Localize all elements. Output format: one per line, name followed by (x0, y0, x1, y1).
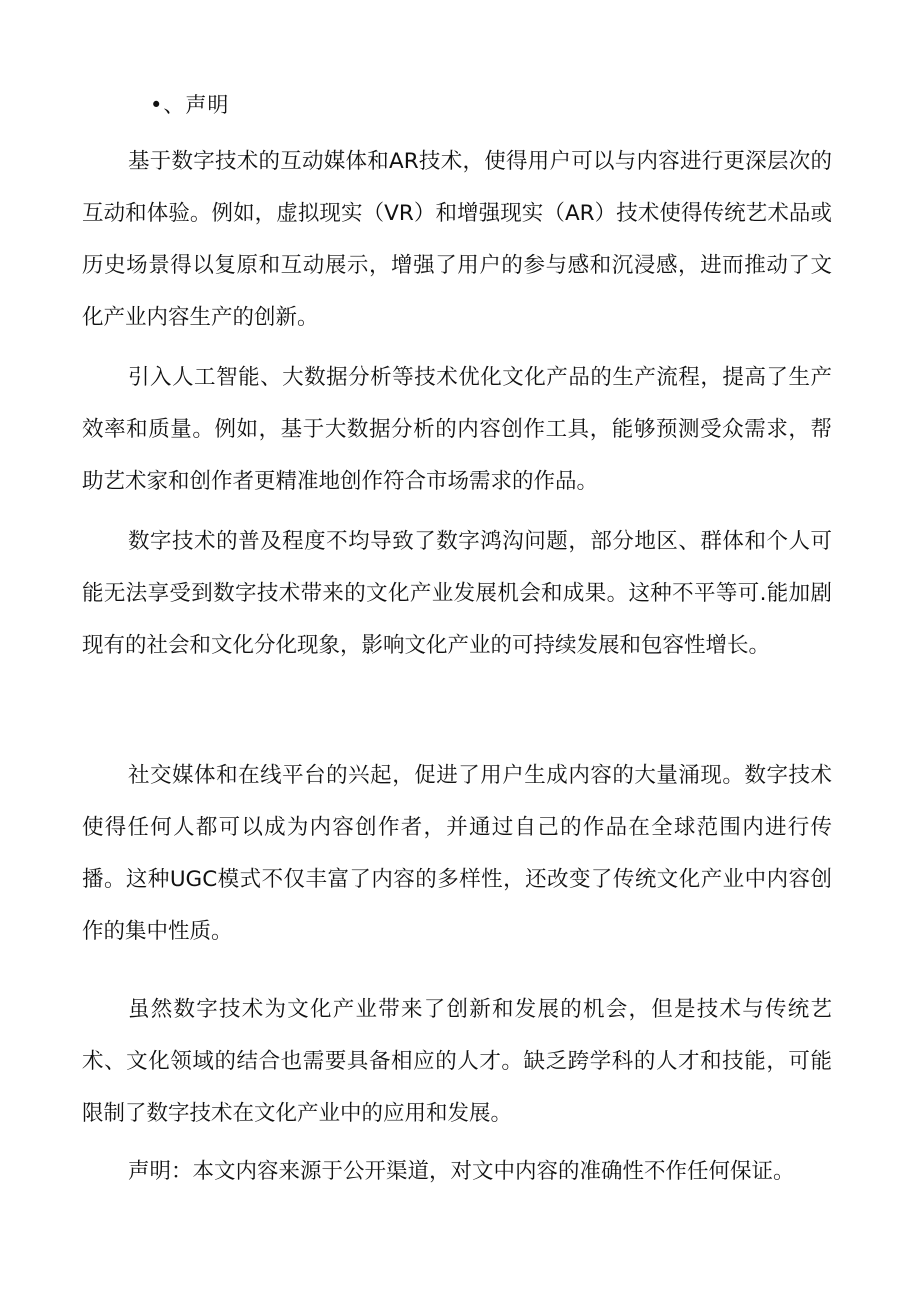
paragraph-ugc: 社交媒体和在线平台的兴起，促进了用户生成内容的大量涌现。数字技术使得任何人都可以成为内容创作者，并通过自己的作品在全球范围内进行传播。这种UGC模式不仅丰富了内容的多样性，还改变了传统文化产业中内容创作的集中性质。 (82, 763, 832, 944)
paragraph-digital-divide: 数字技术的普及程度不均导致了数字鸿沟问题，部分地区、群体和个人可能无法享受到数字技术带来的文化产业发展机会和成果。这种不平等可.能加剧现有的社会和文化分化现象，影响文化产业的可持续发展和包容性增长。 (82, 529, 832, 658)
disclaimer-text: 声明：本文内容来源于公开渠道，对文中内容的准确性不作任何保证。 (128, 1159, 795, 1184)
paragraph-ai-production: 引入人工智能、大数据分析等技术优化文化产品的生产流程，提高了生产效率和质量。例如，基于大数据分析的内容创作工具，能够预测受众需求，帮助艺术家和创作者更精准地创作符合市场需求的作品。 (82, 365, 832, 494)
section-heading: •、声明 (150, 93, 230, 117)
paragraph-talent: 虽然数字技术为文化产业带来了创新和发展的机会，但是技术与传统艺术、文化领域的结合也需要具备相应的人才。缺乏跨学科的人才和技能，可能限制了数字技术在文化产业中的应用和发展。 (82, 997, 832, 1126)
paragraph-interactive-media: 基于数字技术的互动媒体和AR技术，使得用户可以与内容进行更深层次的互动和体验。例如，虚拟现实（VR）和增强现实（AR）技术使得传统艺术品或历史场景得以复原和互动展示，增强了用户的参与感和沉浸感，进而推动了文化产业内容生产的创新。 (82, 149, 832, 330)
